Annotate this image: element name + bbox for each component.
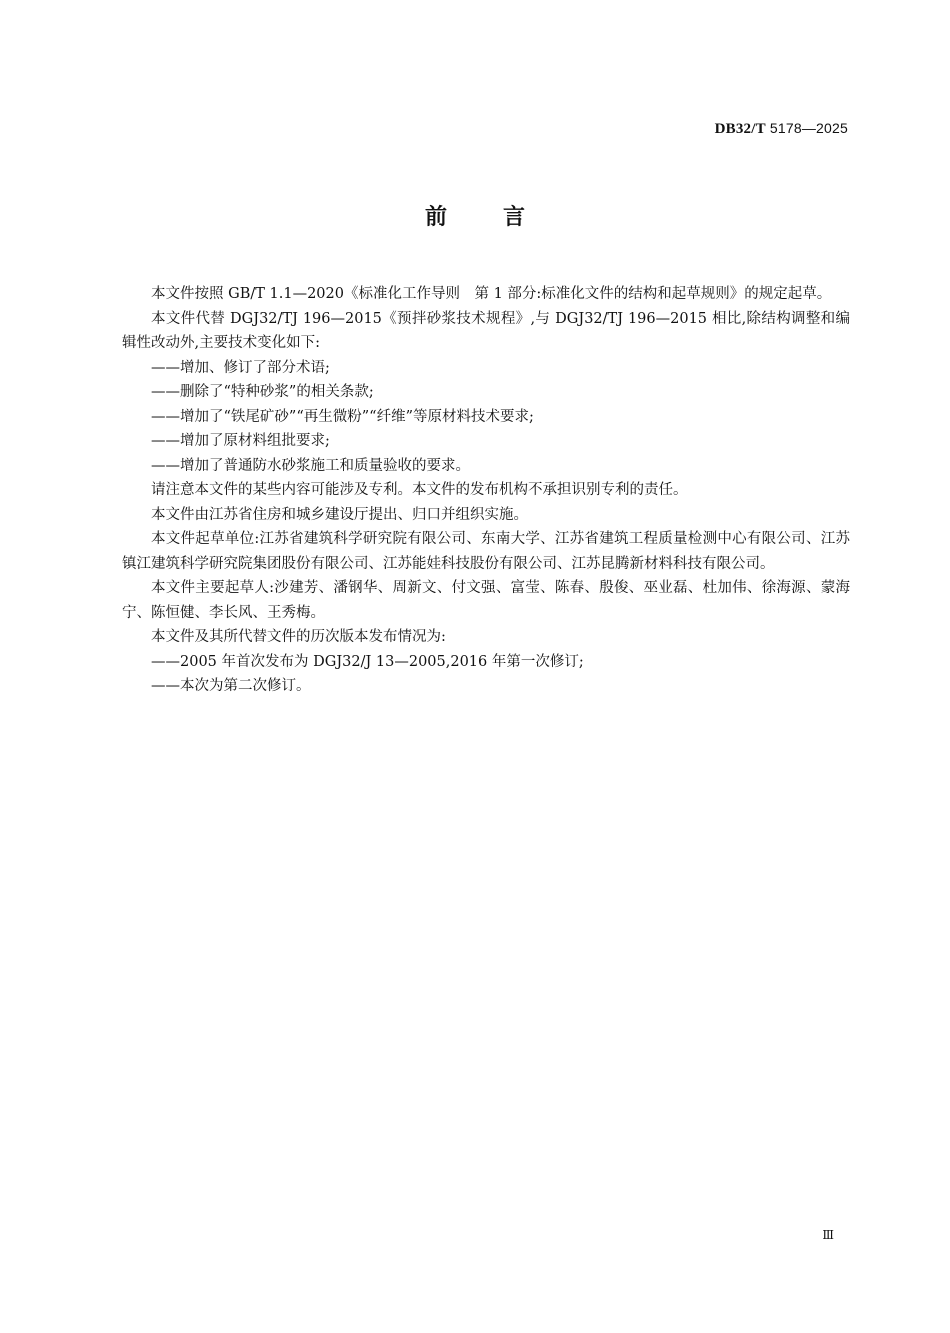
list-item: ——增加了原材料组批要求; — [151, 433, 330, 449]
foreword-body — [122, 282, 850, 699]
history-list — [122, 650, 850, 699]
list-item: ——增加了普通防水砂浆施工和质量验收的要求。 — [151, 457, 470, 474]
paragraph-patent-notice: 请注意本文件的某些内容可能涉及专利。本文件的发布机构不承担识别专利的责任。 — [151, 482, 688, 498]
paragraph-proposer: 本文件由江苏省住房和城乡建设厅提出、归口并组织实施。 — [151, 506, 528, 523]
document-code — [715, 120, 848, 138]
changes-list — [122, 356, 850, 479]
page-title: 前言 — [424, 205, 581, 230]
paragraph-history-intro: 本文件及其所代替文件的历次版本发布情况为: — [151, 629, 446, 645]
document-code-prefix: DB32/T — [714, 121, 766, 137]
paragraph-drafting-units: 本文件起草单位:江苏省建筑科学研究院有限公司、东南大学、江苏省建筑工程质量检测中心有限公司、江苏镇江建筑科学研究院集团股份有限公司、江苏能娃科技股份有限公司、江苏昆腾新材料科技有限公司。 — [122, 531, 850, 572]
list-item: ——本次为第二次修订。 — [151, 678, 311, 694]
page-number: Ⅲ — [822, 1228, 834, 1242]
list-item: ——删除了“特种砂浆”的相关条款; — [151, 384, 374, 400]
paragraph-drafting-rules: 本文件按照 GB/T 1.1—2020《标准化工作导则 第 1 部分:标准化文件的结构和起草规则》的规定起草。 — [151, 286, 832, 302]
document-code-number: 5178—2025 — [765, 120, 848, 136]
paragraph-drafters: 本文件主要起草人:沙建芳、潘钢华、周新文、付文强、富莹、陈春、殷俊、巫业磊、杜加伟、徐海源、蒙海宁、陈恒健、李长风、王秀梅。 — [122, 580, 850, 621]
list-item: ——2005 年首次发布为 DGJ32/J 13—2005,2016 年第一次修订; — [151, 653, 584, 670]
list-item: ——增加了“铁尾矿砂”“再生微粉”“纤维”等原材料技术要求; — [151, 408, 534, 425]
paragraph-replacement: 本文件代替 DGJ32/TJ 196—2015《预拌砂浆技术规程》,与 DGJ32/TJ 196—2015 相比,除结构调整和编辑性改动外,主要技术变化如下: — [122, 310, 850, 351]
list-item: ——增加、修订了部分术语; — [151, 359, 330, 376]
